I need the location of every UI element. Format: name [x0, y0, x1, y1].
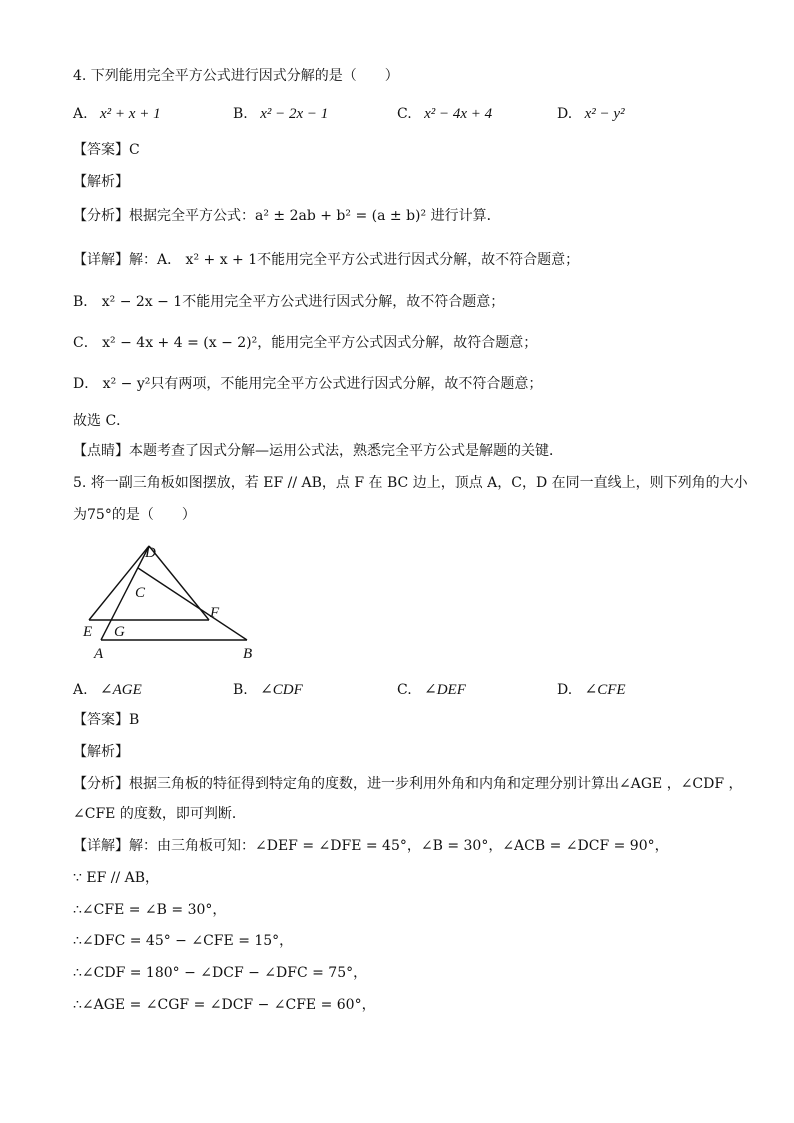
option-label: A.: [73, 682, 88, 698]
option-label: D.: [557, 106, 573, 122]
q5-answer: [73, 710, 139, 730]
q5-analysis-tag: [73, 742, 129, 762]
answer-value: B: [129, 712, 140, 728]
label-f: F: [210, 605, 220, 621]
option-label: A.: [73, 106, 88, 122]
q5-fenxi-line-1: [73, 774, 743, 794]
option-label: C.: [397, 106, 412, 122]
analysis-tag: 【解析】: [73, 174, 129, 190]
option-expr: x² − 2x − 1: [260, 106, 329, 122]
q5-option-b: [233, 680, 303, 700]
q5-xiangjie-line-3: ∴∠CFE = ∠B = 30°，: [73, 902, 227, 918]
fenxi-text: 根据完全平方公式：a² ± 2ab + b² = (a ± b)² 进行计算．: [129, 208, 501, 224]
label-a: A: [94, 646, 104, 662]
dianjing-tag: 【点睛】: [73, 443, 129, 459]
option-expr: ∠CFE: [584, 682, 626, 698]
q5-figure: [75, 538, 275, 664]
q4-analysis-tag: [73, 172, 129, 192]
xiangjie-text: 解：A． x² + x + 1不能用完全平方公式进行因式分解，故不符合题意；: [129, 252, 580, 268]
fenxi-tag: 【分析】: [73, 208, 129, 224]
q5-option-d: [557, 680, 626, 700]
xiangjie-tag: 【详解】: [73, 252, 129, 268]
q5-xiangjie-line-6: ∴∠AGE = ∠CGF = ∠DCF − ∠CFE = 60°，: [73, 997, 376, 1013]
q4-option-a: [73, 104, 161, 124]
xiangjie-text: 解：由三角板可知：∠DEF = ∠DFE = 45°，∠B = 30°，∠ACB = ∠DCF = 90°，: [129, 838, 669, 854]
label-c: C: [135, 585, 146, 601]
q5-xiangjie-line-2: ∵ EF // AB，: [73, 870, 160, 886]
option-expr: x² − y²: [584, 106, 625, 122]
q5-fenxi-line-2: ∠CFE 的度数，即可判断．: [73, 806, 246, 822]
answer-tag: 【答案】: [73, 142, 129, 158]
option-expr: ∠CDF: [260, 682, 303, 698]
dianjing-text: 本题考查了因式分解—运用公式法，熟悉完全平方公式是解题的关键．: [129, 443, 563, 459]
q4-fenxi: [73, 206, 501, 226]
option-label: C.: [397, 682, 412, 698]
label-e: E: [83, 624, 93, 640]
segment-cb: [138, 568, 247, 640]
option-label: B.: [233, 106, 248, 122]
q5-option-a: [73, 680, 142, 700]
label-g: G: [114, 624, 125, 640]
q4-option-b: [233, 104, 328, 124]
fenxi-text: 根据三角板的特征得到特定角的度数，进一步利用外角和内角和定理分别计算出∠AGE ，∠CDF ，: [129, 776, 743, 792]
option-label: D.: [557, 682, 573, 698]
answer-tag: 【答案】: [73, 712, 129, 728]
q4-option-d: [557, 104, 625, 124]
q5-stem-line-1: 5. 将一副三角板如图摆放，若 EF // AB，点 F 在 BC 边上，顶点 A，C，D 在同一直线上，则下列角的大小: [73, 475, 748, 491]
q4-xiangjie-line-5: 故选 C．: [73, 413, 131, 429]
q5-option-c: [397, 680, 466, 700]
q4-xiangjie-line-2: B． x² − 2x − 1不能用完全平方公式进行因式分解，故不符合题意；: [73, 294, 505, 310]
label-d: D: [145, 545, 156, 561]
option-expr: x² + x + 1: [100, 106, 161, 122]
analysis-tag: 【解析】: [73, 744, 129, 760]
option-expr: ∠DEF: [424, 682, 466, 698]
segment-de: [89, 546, 149, 620]
q4-stem: 4. 下列能用完全平方公式进行因式分解的是（ ）: [73, 68, 399, 84]
q5-xiangjie-line-4: ∴∠DFC = 45° − ∠CFE = 15°，: [73, 933, 294, 949]
option-label: B.: [233, 682, 248, 698]
answer-value: C: [129, 142, 140, 158]
q4-dianjing: [73, 441, 563, 461]
label-b: B: [243, 646, 253, 662]
q4-xiangjie-line-4: D． x² − y²只有两项，不能用完全平方公式进行因式分解，故不符合题意；: [73, 376, 543, 392]
q5-xiangjie-line-1: [73, 836, 669, 856]
q5-stem-line-2: 为75°的是（ ）: [73, 507, 196, 523]
option-expr: x² − 4x + 4: [424, 106, 493, 122]
xiangjie-tag: 【详解】: [73, 838, 129, 854]
q4-answer: [73, 140, 140, 160]
q4-xiangjie-line-3: C． x² − 4x + 4 = (x − 2)²，能用完全平方公式因式分解，故符合题意；: [73, 335, 538, 351]
q5-xiangjie-line-5: ∴∠CDF = 180° − ∠DCF − ∠DFC = 75°，: [73, 965, 368, 981]
q4-option-c: [397, 104, 492, 124]
option-expr: ∠AGE: [100, 682, 142, 698]
q4-xiangjie-line-1: [73, 250, 579, 270]
fenxi-tag: 【分析】: [73, 776, 129, 792]
